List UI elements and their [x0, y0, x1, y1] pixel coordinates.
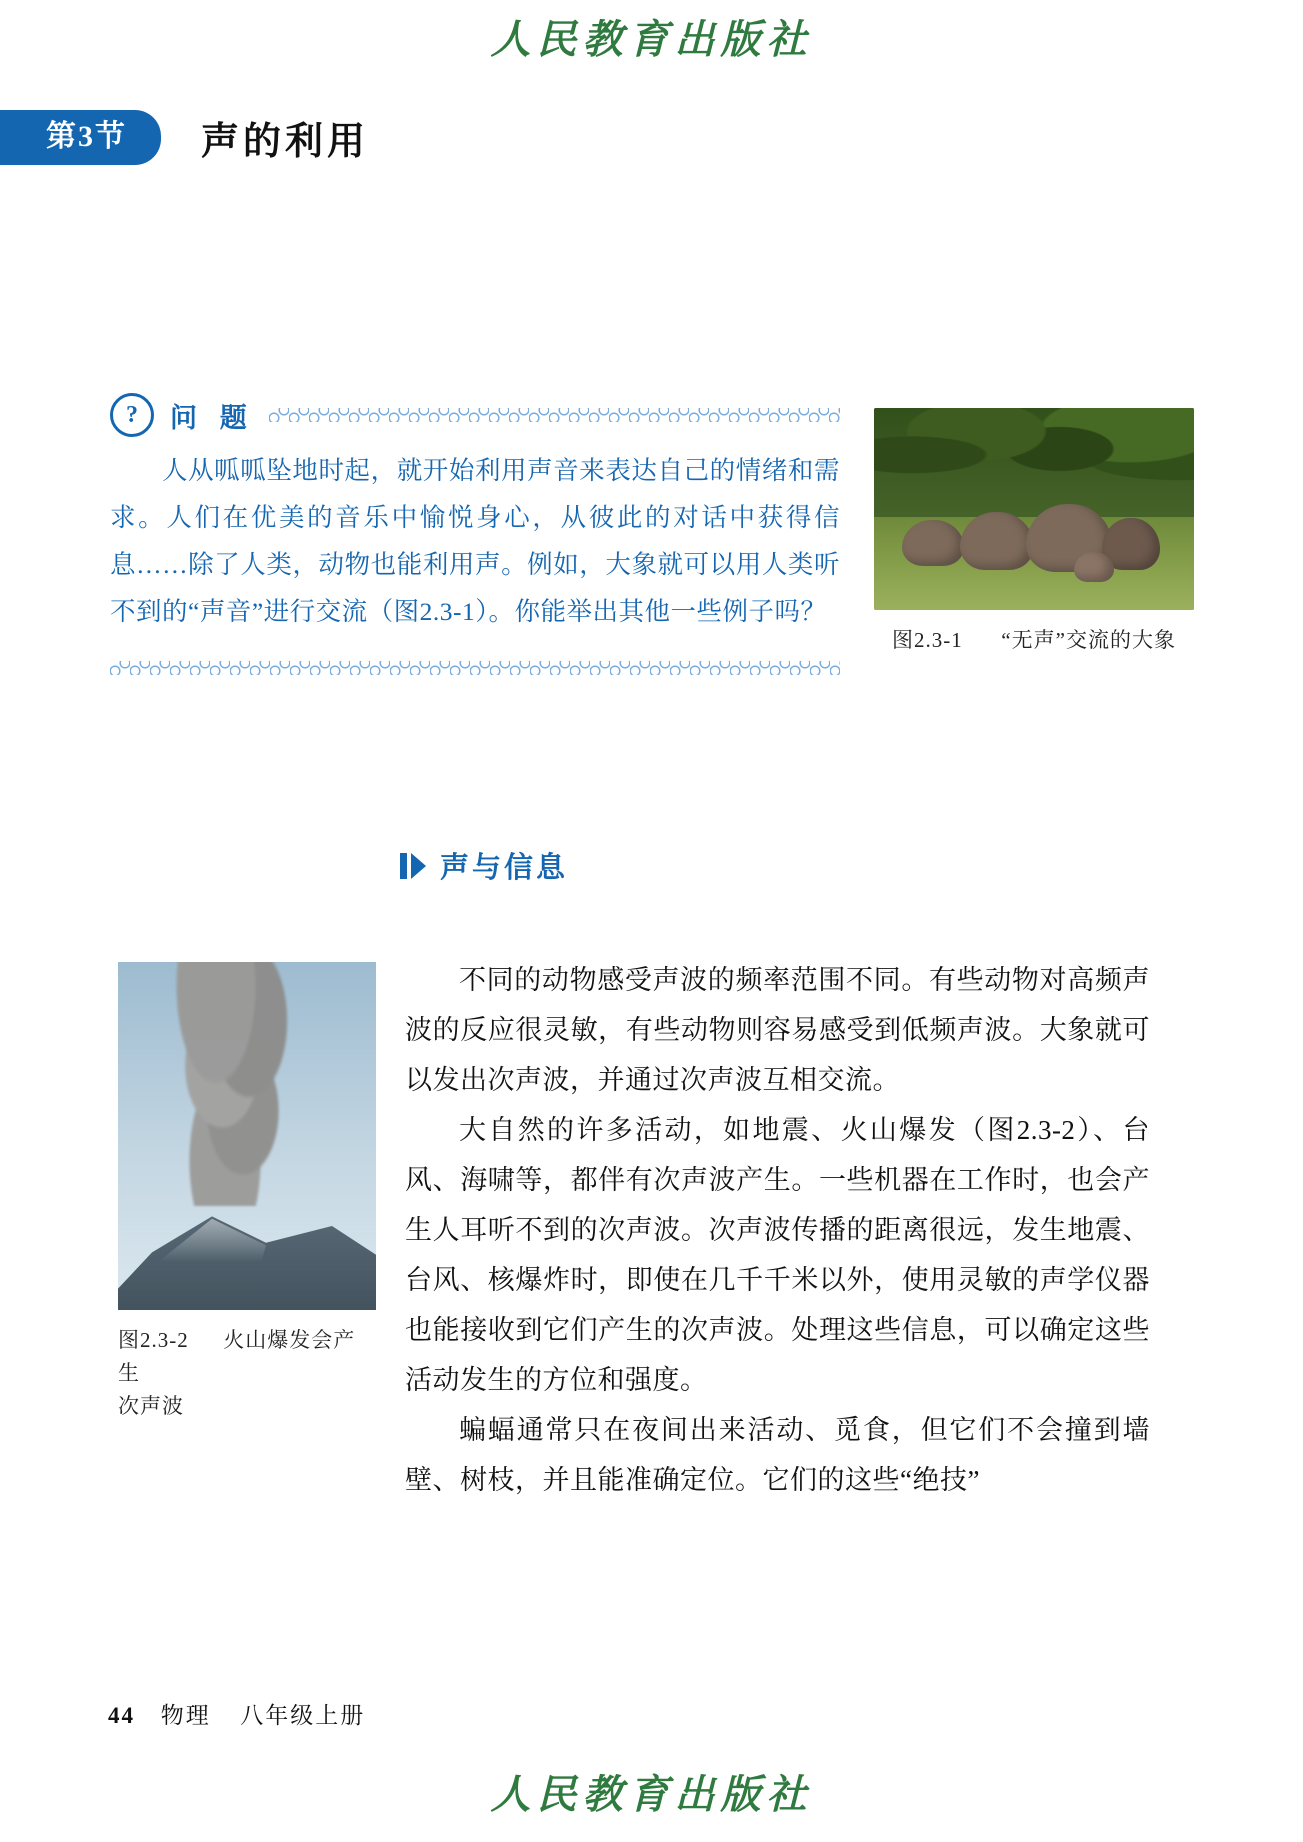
figure-caption-text-1: “无声”交流的大象 [1001, 628, 1176, 652]
footer-subject: 物理 [160, 1703, 211, 1728]
page-number: 44 [108, 1703, 135, 1728]
section-header [0, 110, 369, 165]
question-header [110, 395, 840, 435]
section-badge: 第3节 [0, 110, 161, 165]
figure-caption-text-2a: 火山爆发会产生 [118, 1328, 356, 1385]
triangle-marker-icon [400, 853, 426, 879]
subheading-label: 声与信息 [440, 852, 569, 884]
page-footer [108, 1697, 365, 1730]
volcano-eruption-photo [118, 962, 376, 1310]
ash-plume [156, 962, 306, 1206]
body-paragraph-3: 蝙蝠通常只在夜间出来活动、觅食，但它们不会撞到墙壁、树枝，并且能准确定位。它们的这些“绝技” [405, 1415, 1150, 1495]
question-block [110, 395, 840, 675]
figure-number-1: 图2.3-1 [892, 628, 963, 652]
question-mark-icon: ? [110, 393, 154, 437]
publisher-logo-bottom: 人民教育出版社 [490, 1771, 813, 1818]
section-title: 声的利用 [201, 121, 370, 163]
question-text: 人从呱呱坠地时起，就开始利用声音来表达自己的情绪和需求。人们在优美的音乐中愉悦身心，从彼此的对话中获得信息……除了人类，动物也能利用声。例如，大象就可以用人类听不到的“声音”进行交流（图2.3-1）。你能举出其他一些例子吗？ [110, 456, 840, 626]
figure-caption-1 [874, 624, 1194, 654]
figure-elephants [874, 408, 1194, 654]
body-paragraph-1: 不同的动物感受声波的频率范围不同。有些动物对高频声波的反应很灵敏，有些动物则容易感受到低频声波。大象就可以发出次声波，并通过次声波互相交流。 [405, 965, 1150, 1095]
subheading-sound-and-information [400, 845, 568, 886]
wavy-divider-top [269, 408, 840, 422]
body-paragraph-2: 大自然的许多活动，如地震、火山爆发（图2.3-2）、台风、海啸等，都伴有次声波产生。一些机器在工作时，也会产生人耳听不到的次声波。次声波传播的距离很远，发生地震、台风、核爆炸时，即使在几千千米以外，使用灵敏的声学仪器也能接收到它们产生的次声波。处理这些信息，可以确定这些活动发生的方位和强度。 [405, 1115, 1150, 1395]
figure-number-2: 图2.3-2 [118, 1328, 189, 1352]
jungle-canopy [874, 408, 1194, 525]
elephant-2 [960, 512, 1034, 570]
figure-volcano [118, 962, 376, 1423]
elephants-photo [874, 408, 1194, 610]
figure-caption-2 [118, 1324, 376, 1423]
elephant-calf [1074, 552, 1114, 582]
footer-grade: 八年级上册 [240, 1703, 366, 1728]
elephant-1 [902, 520, 964, 566]
wavy-divider-bottom [110, 661, 840, 675]
question-label: 问 题 [170, 402, 255, 433]
publisher-logo-top: 人民教育出版社 [490, 16, 813, 63]
figure-caption-text-2b: 次声波 [118, 1394, 184, 1418]
body-text-column [405, 955, 1150, 1505]
